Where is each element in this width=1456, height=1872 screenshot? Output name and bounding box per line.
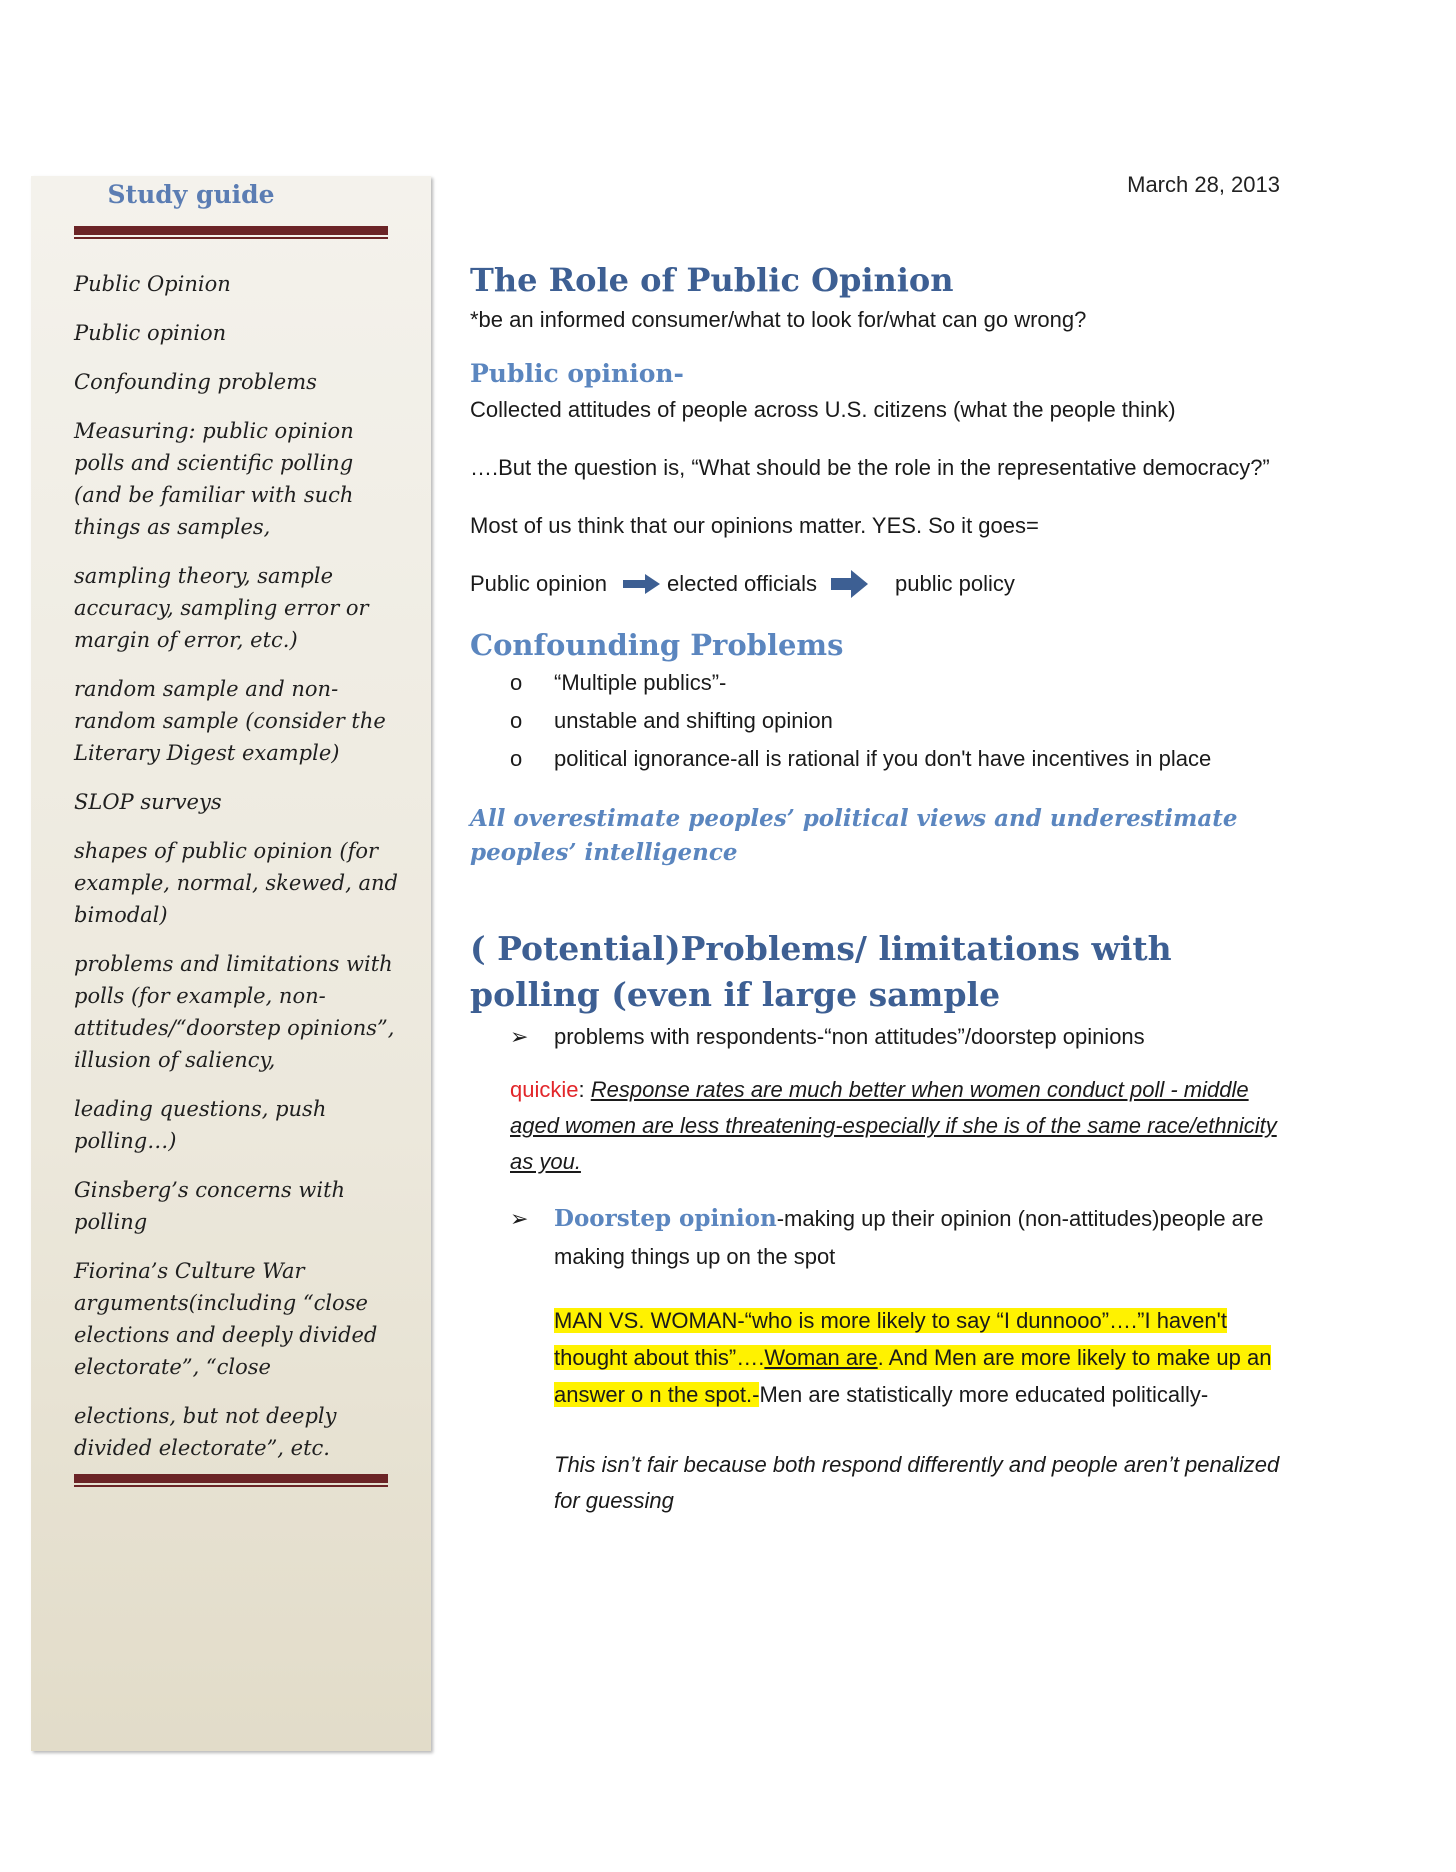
polling-limitations-heading: ( Potential)Problems/ limitations with polling (even if large sample [470, 929, 1172, 1014]
sidebar-item: Confounding problems [74, 370, 317, 394]
question-paragraph: ….But the question is, “What should be the role in the representative democracy?” [470, 455, 1270, 480]
sidebar-item: SLOP surveys [74, 790, 222, 814]
list-item: o political ignorance-all is rational if you don't have incentives in place [510, 740, 1300, 778]
sidebar-title: Study guide [107, 180, 275, 209]
right-arrow-icon [623, 573, 661, 595]
sidebar-item: Ginsberg’s concerns with polling [74, 1178, 346, 1234]
overestimate-note: All overestimate peoples’ political views and underestimate peoples’ intelligence [470, 805, 1238, 866]
confounding-problems-list [470, 664, 1300, 778]
arrow-bullet-icon: ➢ [510, 1024, 529, 1049]
polling-limitations-list [470, 1018, 1300, 1056]
bullet-circle-icon: o [510, 670, 523, 695]
arrow-bullet-icon: ➢ [510, 1206, 529, 1231]
list-item: ➢ Doorstep opinion-making up their opinion (non-attitudes)people are making things up on the spot [510, 1200, 1300, 1276]
main-content [470, 258, 1300, 1519]
sidebar-item: random sample and non-random sample (consider the Literary Digest example) [74, 677, 386, 765]
quickie-label: quickie [510, 1077, 579, 1102]
sidebar-item: sampling theory, sample accuracy, sampling error or margin of error, etc.) [74, 564, 369, 652]
public-opinion-heading: Public opinion- [470, 359, 684, 388]
flow-step: public policy [895, 571, 1015, 596]
confounding-problems-heading: Confounding Problems [470, 628, 844, 662]
opinions-matter-paragraph: Most of us think that our opinions matter. YES. So it goes= [470, 513, 1039, 538]
study-guide-sidebar [31, 176, 431, 1751]
fairness-note: This isn’t fair because both respond differently and people aren’t penalized for guessing [554, 1452, 1280, 1513]
sidebar-bottom-rule [74, 1474, 388, 1487]
list-item: o “Multiple publics”- [510, 664, 1300, 702]
opinion-flow [470, 564, 1300, 604]
sidebar-item: Measuring: public opinion polls and scientific polling (and be familiar with such things as samples, [74, 419, 354, 539]
page-title: The Role of Public Opinion [470, 261, 954, 299]
bullet-circle-icon: o [510, 708, 523, 733]
sidebar-item: elections, but not deeply divided electorate”, etc. [74, 1404, 337, 1460]
subtitle: *be an informed consumer/what to look for/what can go wrong? [470, 307, 1087, 332]
sidebar-item: shapes of public opinion (for example, normal, skewed, and bimodal) [74, 839, 398, 927]
doorstep-label: Doorstep opinion [554, 1205, 777, 1232]
sidebar-top-rule [74, 226, 388, 239]
sidebar-item: Public Opinion [74, 272, 231, 296]
sidebar-list [74, 268, 399, 1464]
sidebar-item: Public opinion [74, 321, 227, 345]
man-vs-woman-paragraph: MAN VS. WOMAN-“who is more likely to say “I dunnooo”….”I haven't thought about this”….Woman are. And Men are more likely to make up an answer o n the spot.-Men are statistically more educated politically- [554, 1308, 1272, 1407]
flow-step: elected officials [666, 571, 817, 596]
flow-step: Public opinion [470, 571, 607, 596]
doorstep-list [470, 1200, 1300, 1276]
list-item: o unstable and shifting opinion [510, 702, 1300, 740]
right-arrow-icon [831, 570, 869, 598]
sidebar-item: Fiorina’s Culture War arguments(including “close elections and deeply divided electorate”, “close [74, 1259, 378, 1379]
quickie-text: Response rates are much better when women conduct poll - middle aged women are less threatening-especially if she is of the same race/ethnicity as you. [510, 1077, 1277, 1174]
bullet-circle-icon: o [510, 746, 523, 771]
quickie-note: quickie: Response rates are much better when women conduct poll - middle aged women are less threatening-especially if she is of the same race/ethnicity as you. [510, 1077, 1277, 1174]
sidebar-item: problems and limitations with polls (for example, non-attitudes/“doorstep opinions”, illusion of saliency, [74, 952, 395, 1072]
document-date: March 28, 2013 [1127, 172, 1280, 197]
list-item: ➢ problems with respondents-“non attitudes”/doorstep opinions [510, 1018, 1300, 1056]
public-opinion-definition: Collected attitudes of people across U.S. citizens (what the people think) [470, 397, 1176, 422]
sidebar-item: leading questions, push polling…) [74, 1097, 327, 1153]
